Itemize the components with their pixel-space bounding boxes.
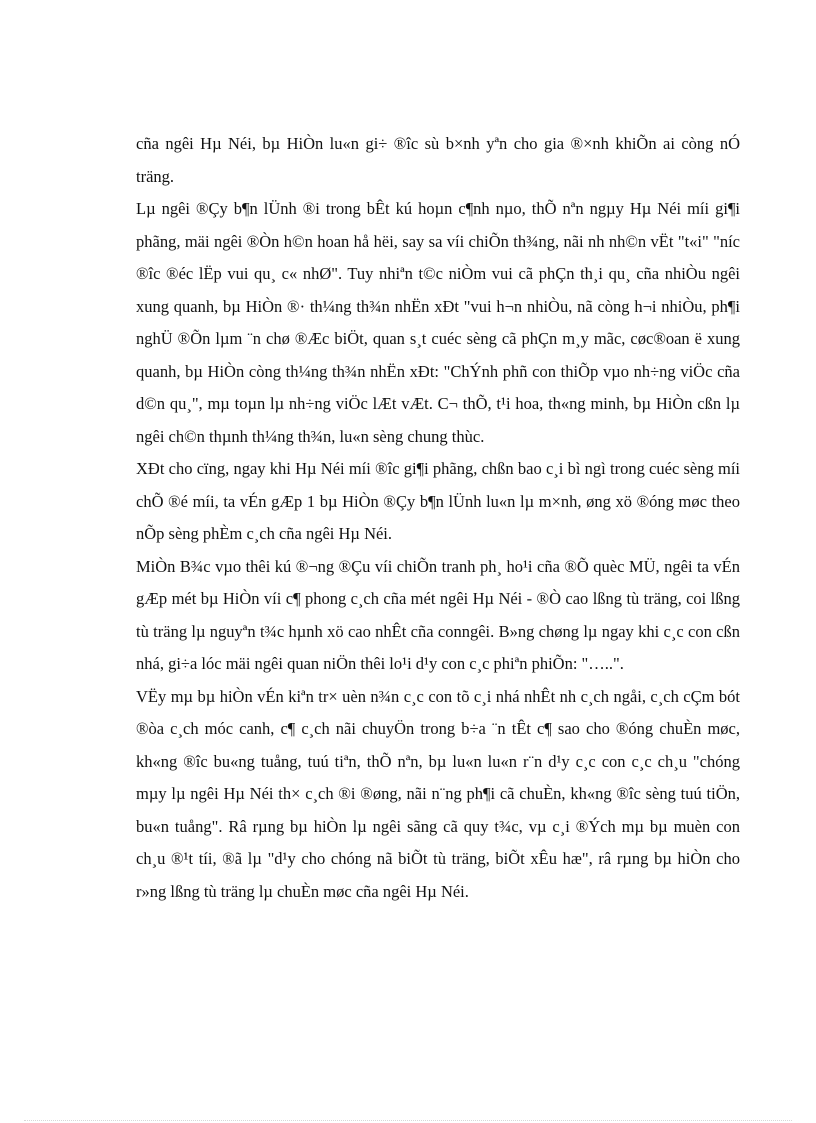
document-body (136, 128, 740, 908)
paragraph-4: MiÒn B¾c vµo thêi kú ®¬ng ®Çu víi chiÕn tranh ph¸ ho¹i cña ®Õ quèc MÜ, ngêi ta vÉn gÆp mét bµ HiÒn víi c¶ phong c¸ch cña mét ngêi Hµ Néi - ®Ò cao lßng tù träng, coi lßng tù träng lµ nguyªn t¾c hµnh xö cao nhÊt cña conngêi. B»ng chøng lµ ngay khi c¸c con cßn nhá, gi÷a lóc mäi ngêi quan niÖn thêi lo¹i d¹y con c¸c phiªn phiÕn: "…..". (136, 556, 740, 673)
paragraph-5: VËy mµ bµ hiÒn vÉn kiªn tr× uèn n¾n c¸c con tõ c¸i nhá nhÊt nh c¸ch ngåi, c¸ch cÇm bót ®òa c¸ch móc canh, c¶ c¸ch nãi chuyÖn trong b÷a ¨n tÊt c¶ sao cho ®óng chuÈn møc, kh«ng ®îc bu«ng tuång, tuú tiªn, thÕ nªn, bµ lu«n lu«n r¨n d¹y c¸c con c¸c ch¸u "chóng mµy lµ ngêi Hµ Néi th× c¸ch ®i ®øng, nãi n¨ng ph¶i cã chuÈn, kh«ng ®îc sèng tuú tiÖn, bu«n tuång". Râ rµng bµ hiÒn lµ ngêi sãng cã quy t¾c, vµ c¸i ®Ých mµ bµ muèn con ch¸u ®¹t tíi, ®ã lµ "d¹y cho chóng nã biÕt tù träng, biÕt xÊu hæ", râ rµng bµ hiÒn cho r»ng lßng tù träng lµ chuÈn møc cña ngêi Hµ Néi. (136, 686, 740, 901)
paragraph-3: XÐt cho cïng, ngay khi Hµ Néi míi ®îc gi¶i phãng, chßn bao c¸i bì ngì trong cuéc sèng míi chÕ ®é míi, ta vÉn gÆp 1 bµ HiÒn ®Çy b¶n lÜnh lu«n lµ m×nh, øng xö ®óng møc theo nÕp sèng phÈm c¸ch cña ngêi Hµ Néi. (136, 459, 740, 543)
page-bottom-rule (24, 1120, 792, 1121)
paragraph-2: Lµ ngêi ®Çy b¶n lÜnh ®i trong bÊt kú hoµn c¶nh nµo, thÕ nªn ngµy Hµ Néi míi gi¶i phãng, mäi ngêi ®Òn h©n hoan hå hëi, say sa víi chiÕn th¾ng, nãi nh nh©n vËt "t«i" "níc ®îc ®éc lËp vui qu¸ c« nhØ". Tuy nhiªn t©c niÒm vui cã phÇn th¸i qu¸ cña nhiÒu ngêi xung quanh, bµ HiÒn ®· th¼ng th¾n nhËn xÐt "vui h¬n nhiÒu, nã còng h¬i nhiÒu, ph¶i nghÜ ®Õn lµm ¨n chø ®Æc biÖt, quan s¸t cuéc sèng cã phÇn m¸y mãc, cøc®oan ë xung quanh, bµ HiÒn còng th¼ng th¾n nhËn xÐt: "ChÝnh phñ con thiÕp vµo nh÷ng viÖc cña d©n qu¸", mµ toµn lµ nh÷ng viÖc lÆt vÆt. C¬ thÕ, t¹i hoa, th«ng minh, bµ HiÒn cßn lµ ngêi ch©n thµnh th¼ng th¾n, lu«n sèng chung thùc. (136, 199, 740, 446)
paragraph-1: cña ngêi Hµ Néi, bµ HiÒn lu«n gi÷ ®îc sù b×nh yªn cho gia ®×nh khiÕn ai còng nÓ träng. (136, 134, 740, 186)
